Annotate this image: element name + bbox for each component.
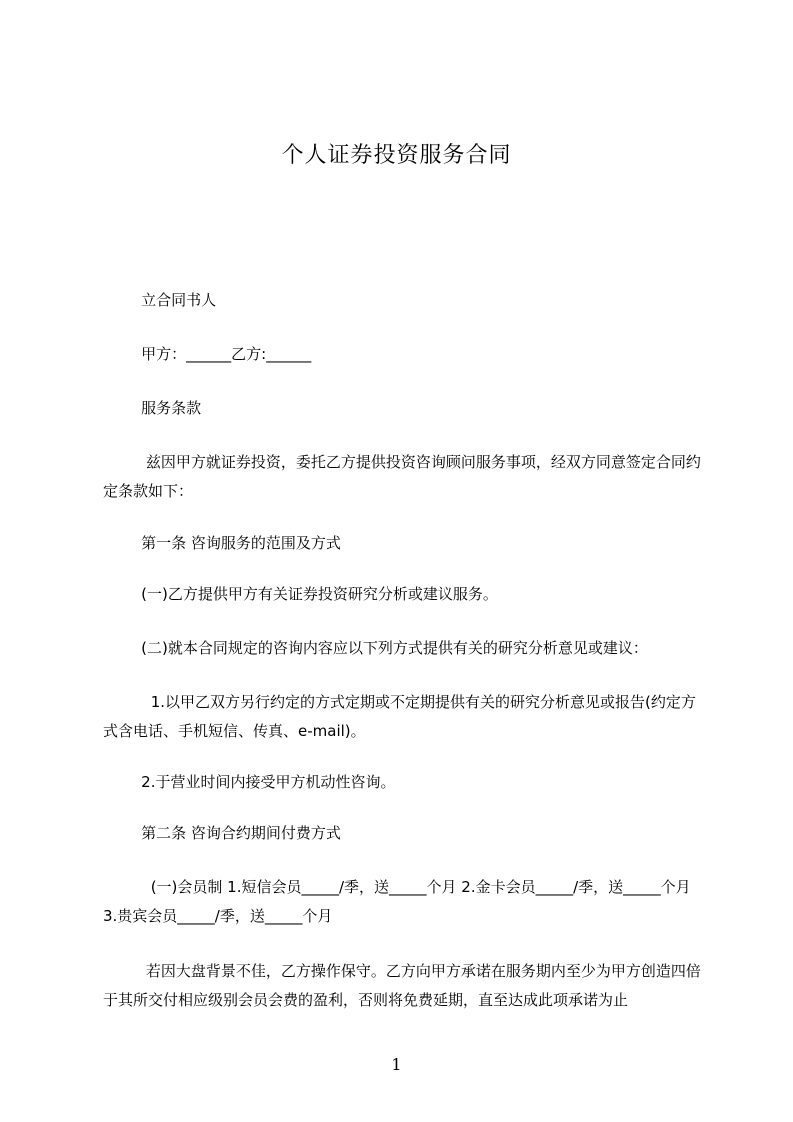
document-title: 个人证券投资服务合同	[281, 143, 512, 168]
paragraph-article-1-heading: 第一条 咨询服务的范围及方式	[103, 534, 341, 552]
paragraph-party-names: 甲方：______乙方:______	[103, 345, 312, 363]
paragraph-profit-guarantee: 若因大盘背景不佳，乙方操作保守。乙方向甲方承诺在服务期内至少为甲方创造四倍于其所交付相应级别会员会费的盈利，否则将免费延期，直至达成此项承诺为止	[103, 962, 701, 1009]
paragraph-article-1-item-2: (二)就本合同规定的咨询内容应以下列方式提供有关的研究分析意见或建议：	[103, 639, 648, 657]
paragraph-article-1-item-2-1: 1.以甲乙双方另行约定的方式定期或不定期提供有关的研究分析意见或报告(约定方式含电话、手机短信、传真、e-mail)。	[103, 693, 696, 740]
paragraph-article-1-item-2-2: 2.于营业时间内接受甲方机动性咨询。	[103, 773, 396, 791]
paragraph-preamble: 兹因甲方就证券投资，委托乙方提供投资咨询顾问服务事项，经双方同意签定合同约定条款如下：	[103, 453, 701, 500]
paragraph-article-1-item-1: (一)乙方提供甲方有关证券投资研究分析或建议服务。	[103, 585, 498, 603]
paragraph-service-terms-heading: 服务条款	[103, 399, 202, 417]
paragraph-parties-heading: 立合同书人	[103, 291, 217, 309]
paragraph-article-2-heading: 第二条 咨询合约期间付费方式	[103, 824, 341, 842]
page-number: 1	[391, 1055, 402, 1074]
paragraph-membership-fees: (一)会员制 1.短信会员_____/季，送_____个月 2.金卡会员_____/季，送_____个月 3.贵宾会员_____/季，送_____个月	[103, 878, 701, 925]
